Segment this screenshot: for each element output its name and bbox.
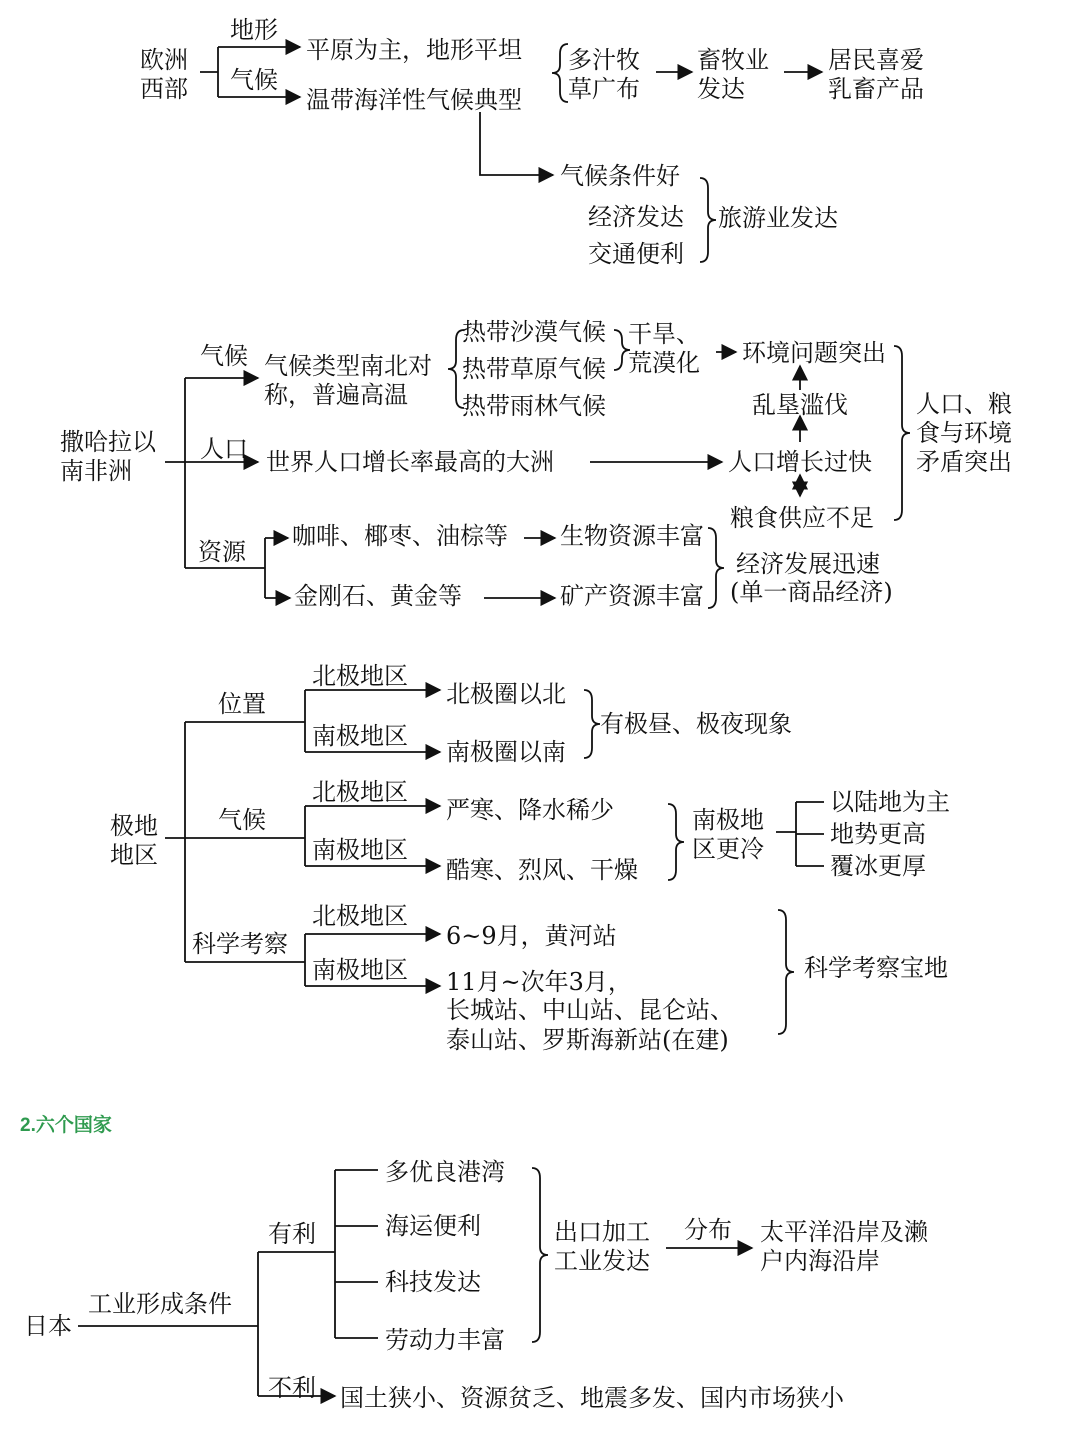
polar-location-south: 南极地区 — [312, 722, 408, 750]
japan-distribution-label: 分布 — [684, 1216, 732, 1244]
polar-north-station: 6~9月，黄河站 — [446, 922, 617, 950]
japan-root: 日本 — [24, 1312, 72, 1340]
polar-thicker-ice: 覆冰更厚 — [830, 852, 926, 880]
europe-root: 欧洲西部 — [140, 46, 188, 103]
japan-labor: 劳动力丰富 — [385, 1326, 505, 1354]
japan-processing-brace — [532, 1168, 548, 1342]
africa-population-fact: 世界人口增长率最高的大洲 — [266, 448, 554, 476]
polar-climate-south: 南极地区 — [312, 836, 408, 864]
africa-population-label: 人口 — [200, 435, 248, 463]
europe-cond-traffic: 交通便利 — [588, 240, 684, 268]
africa-food-shortage: 粮食供应不足 — [730, 504, 874, 532]
polar-location-label: 位置 — [218, 690, 266, 718]
europe-tourism-brace — [700, 178, 716, 262]
japan-processing: 出口加工工业发达 — [554, 1218, 650, 1275]
africa-pop-growth: 人口增长过快 — [728, 448, 872, 476]
africa-resources-label: 资源 — [198, 538, 246, 566]
polar-research-label: 科学考察 — [192, 930, 288, 958]
polar-research-south: 南极地区 — [312, 956, 408, 984]
europe-cond-economy: 经济发达 — [588, 203, 684, 231]
polar-south-circle: 南极圈以南 — [446, 738, 566, 766]
japan-harbors: 多优良港湾 — [385, 1158, 505, 1186]
africa-mineral-rich: 矿产资源丰富 — [560, 582, 704, 610]
polar-north-circle: 北极圈以北 — [446, 680, 566, 708]
polar-research-treasure: 科学考察宝地 — [804, 954, 948, 982]
africa-climate-label: 气候 — [200, 342, 248, 370]
europe-terrain-label: 地形 — [230, 16, 278, 44]
polar-land: 以陆地为主 — [830, 788, 950, 816]
europe-grass: 多汁牧草广布 — [568, 46, 640, 103]
polar-south-climate: 酷寒、烈风、干燥 — [446, 856, 638, 884]
japan-tech: 科技发达 — [385, 1268, 481, 1296]
polar-south-stations-line2: 泰山站、罗斯海新站(在建) — [446, 1026, 729, 1054]
africa-conflict: 人口、粮食与环境矛盾突出 — [916, 390, 1012, 476]
polar-south-colder: 南极地区更冷 — [692, 806, 764, 863]
polar-root: 极地地区 — [110, 812, 158, 869]
africa-savanna-climate: 热带草原气候 — [462, 355, 606, 383]
polar-south-stations-line1: 长城站、中山站、昆仑站、 — [446, 996, 734, 1024]
africa-root: 撒哈拉以南非洲 — [60, 428, 156, 485]
polar-day-night: 有极昼、极夜现象 — [600, 710, 792, 738]
europe-grass-brace — [552, 44, 568, 102]
europe-dairy: 居民喜爱乳畜产品 — [828, 46, 924, 103]
africa-climate-type: 气候类型南北对称，普遍高温 — [264, 352, 432, 409]
africa-minerals: 金刚石、黄金等 — [294, 582, 462, 610]
japan-favorable-label: 有利 — [268, 1220, 316, 1248]
polar-colder-brace — [668, 804, 684, 880]
polar-day-brace — [584, 690, 600, 758]
africa-crops: 咖啡、椰枣、油棕等 — [292, 522, 508, 550]
europe-terrain-result: 平原为主，地形平坦 — [306, 36, 522, 64]
europe-tourism-arrow — [480, 112, 553, 175]
polar-climate-north: 北极地区 — [312, 778, 408, 806]
japan-unfavorable-list: 国土狭小、资源贫乏、地震多发、国内市场狭小 — [340, 1384, 844, 1412]
japan-coast: 太平洋沿岸及濑户内海沿岸 — [760, 1218, 928, 1275]
japan-shipping: 海运便利 — [385, 1212, 481, 1240]
europe-cond-climate: 气候条件好 — [560, 162, 680, 190]
africa-conflict-brace — [894, 346, 910, 520]
polar-treasure-brace — [778, 910, 794, 1034]
africa-env-problem: 环境问题突出 — [742, 339, 886, 367]
africa-desert-climate: 热带沙漠气候 — [462, 318, 606, 346]
africa-bio-rich: 生物资源丰富 — [560, 522, 704, 550]
polar-north-climate: 严寒、降水稀少 — [446, 796, 614, 824]
section-title: 2.六个国家 — [20, 1115, 112, 1136]
polar-higher: 地势更高 — [830, 820, 926, 848]
africa-drought: 干旱、荒漠化 — [628, 320, 700, 377]
polar-location-north: 北极地区 — [312, 662, 408, 690]
japan-unfavorable-label: 不利 — [268, 1374, 316, 1402]
africa-rainforest-climate: 热带雨林气候 — [462, 392, 606, 420]
europe-climate-label: 气候 — [230, 66, 278, 94]
africa-economy-brace — [708, 528, 724, 608]
africa-economy: 经济发展迅速 — [736, 550, 880, 578]
polar-climate-label: 气候 — [218, 806, 266, 834]
europe-climate-result: 温带海洋性气候典型 — [306, 86, 522, 114]
polar-research-north: 北极地区 — [312, 902, 408, 930]
africa-single-economy: (单一商品经济) — [730, 578, 893, 606]
europe-tourism: 旅游业发达 — [718, 204, 838, 232]
japan-conditions: 工业形成条件 — [88, 1290, 232, 1318]
africa-overcultivation: 乱垦滥伐 — [752, 391, 848, 419]
polar-south-period: 11月~次年3月， — [446, 968, 632, 996]
europe-husbandry: 畜牧业发达 — [697, 46, 769, 103]
